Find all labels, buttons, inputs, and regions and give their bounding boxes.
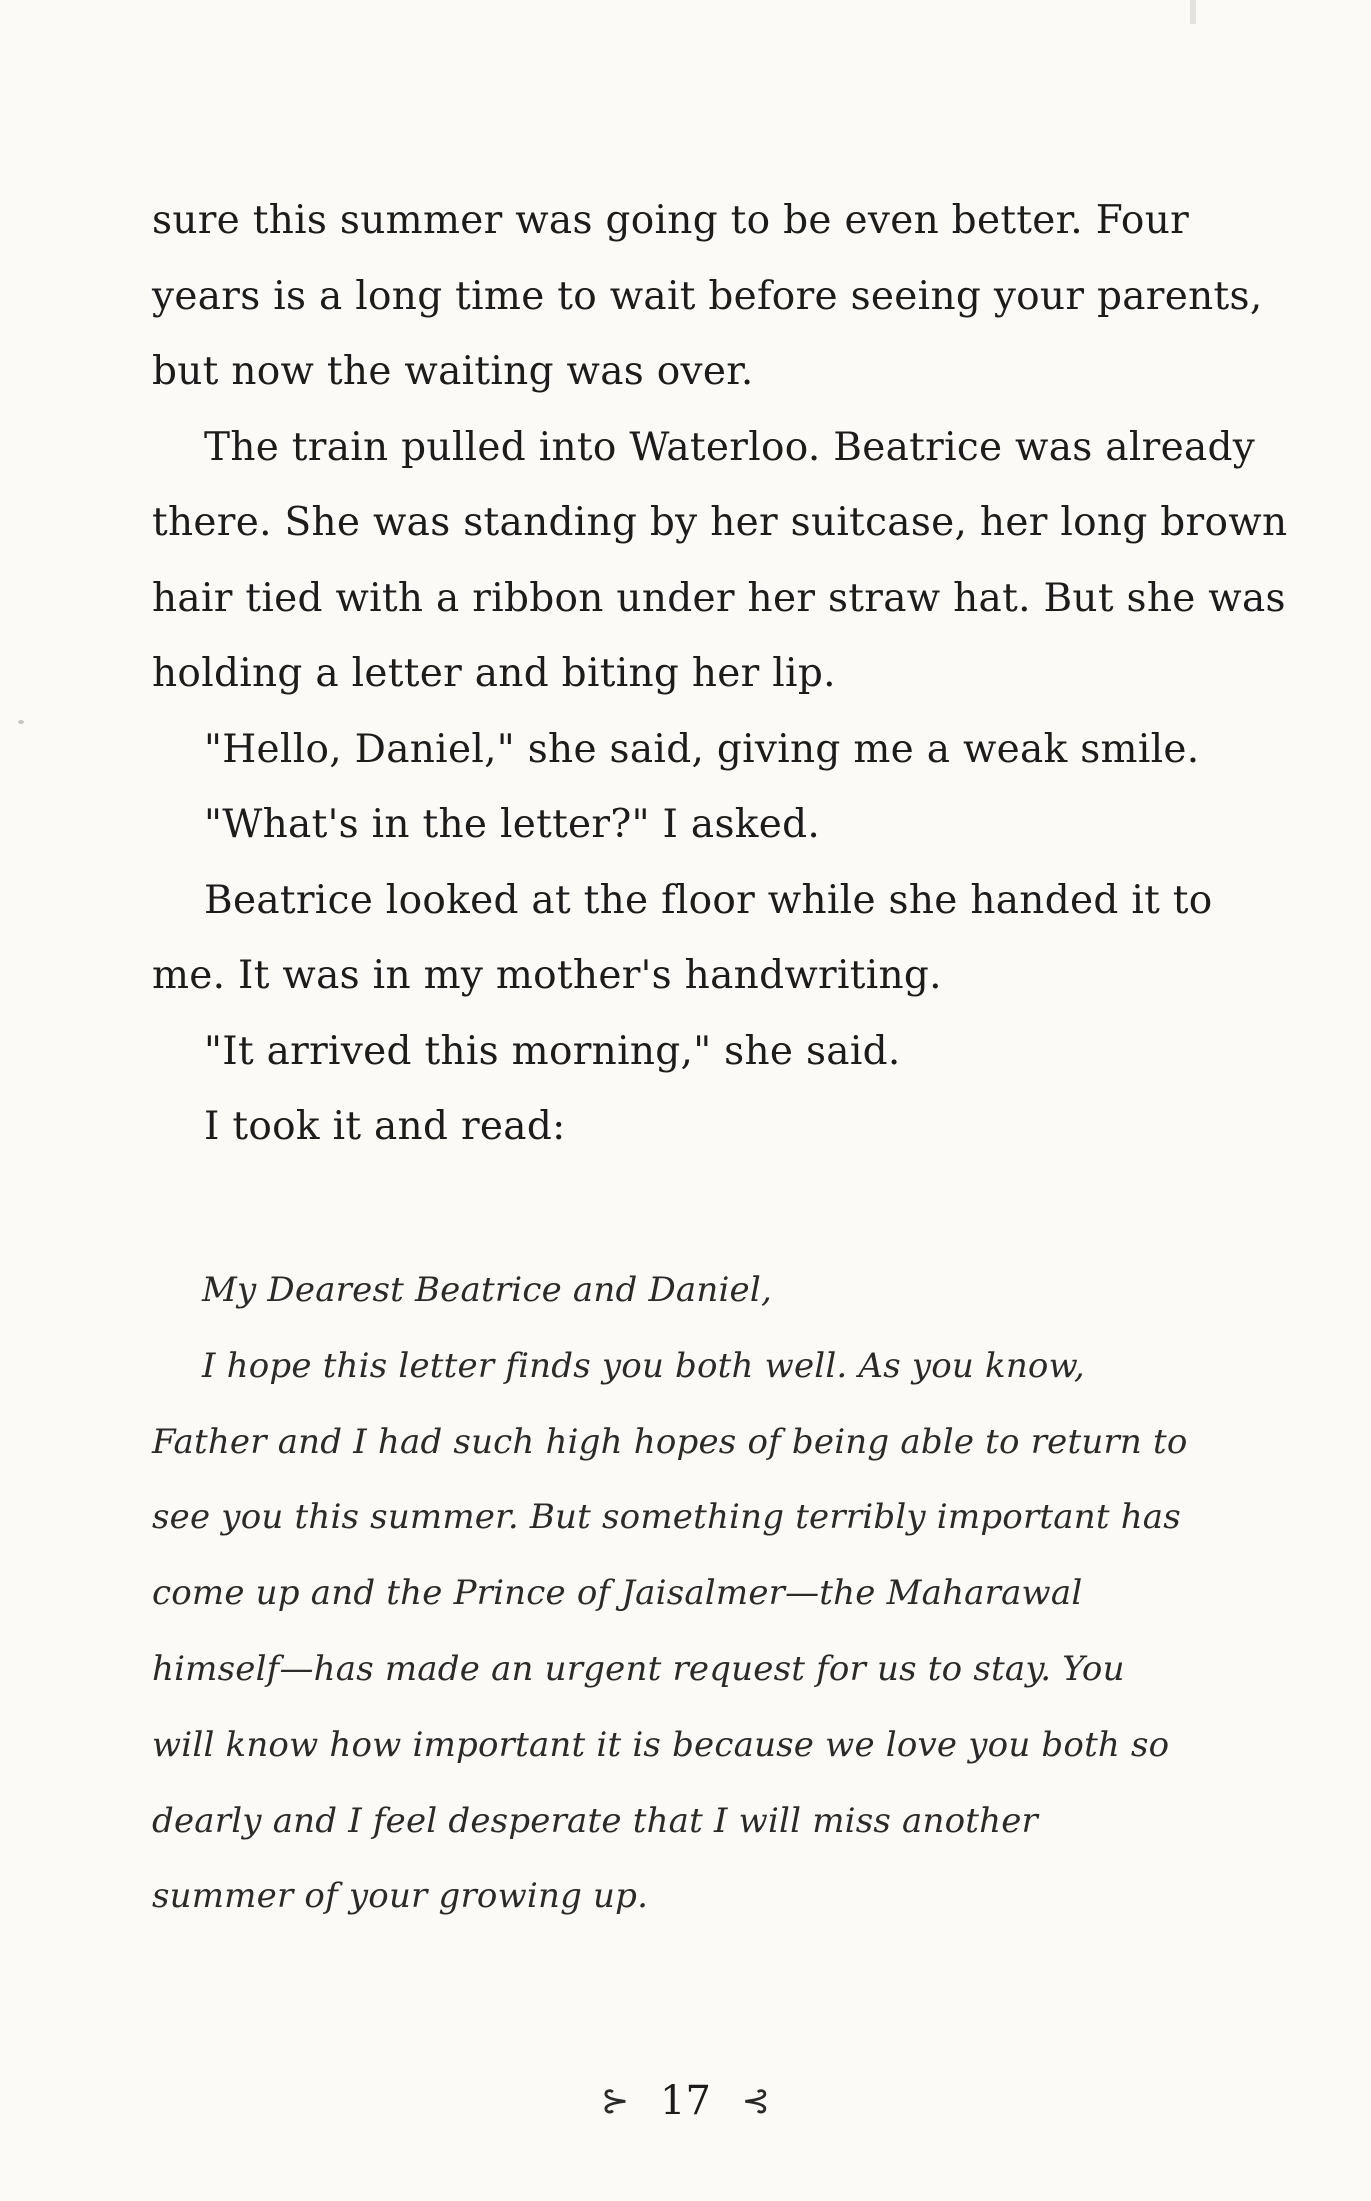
narration-line: The train pulled into Waterloo. Beatrice was already <box>204 424 1256 470</box>
letter-line: summer of your growing up. <box>152 1876 649 1917</box>
ornament-right-icon: ⊰ <box>741 2081 771 2121</box>
letter-line: I hope this letter finds you both well. As you know, <box>202 1345 1085 1386</box>
narration-line: there. She was standing by her suitcase, her long brown <box>152 500 1288 545</box>
page-footer <box>0 2075 1371 2124</box>
handwritten-letter <box>152 1253 1282 1935</box>
narration-line: "Hello, Daniel," she said, giving me a weak smile. <box>204 726 1200 772</box>
narration-line: hair tied with a ribbon under her straw hat. But she was <box>152 575 1286 621</box>
letter-line: see you this summer. But something terribly important has <box>152 1497 1181 1538</box>
narration-line: me. It was in my mother's handwriting. <box>152 953 942 998</box>
narration-line: holding a letter and biting her lip. <box>152 651 836 696</box>
narration-text <box>152 183 1288 1165</box>
narration-line: sure this summer was going to be even better. Four <box>152 198 1190 243</box>
letter-line: Father and I had such high hopes of being able to return to <box>152 1421 1188 1462</box>
narration-line: I took it and read: <box>204 1104 566 1149</box>
ornament-left-icon: ⊱ <box>600 2081 630 2121</box>
narration-line: "What's in the letter?" I asked. <box>204 802 821 847</box>
letter-line: dearly and I feel desperate that I will miss another <box>152 1800 1038 1841</box>
letter-line: come up and the Prince of Jaisalmer—the Maharawal <box>152 1573 1083 1614</box>
scan-speck <box>18 720 24 724</box>
letter-salutation: My Dearest Beatrice and Daniel, <box>202 1270 772 1310</box>
narration-line: years is a long time to wait before seeing your parents, <box>152 273 1263 319</box>
page-number: 17 <box>660 2078 711 2124</box>
narration-line: "It arrived this morning," she said. <box>204 1028 901 1074</box>
narration-line: but now the waiting was over. <box>152 349 754 394</box>
letter-line: will know how important it is because we love you both so <box>152 1724 1170 1765</box>
narration-line: Beatrice looked at the floor while she handed it to <box>204 877 1213 923</box>
scan-mark <box>1190 0 1196 24</box>
letter-line: himself—has made an urgent request for us to stay. You <box>152 1648 1125 1689</box>
